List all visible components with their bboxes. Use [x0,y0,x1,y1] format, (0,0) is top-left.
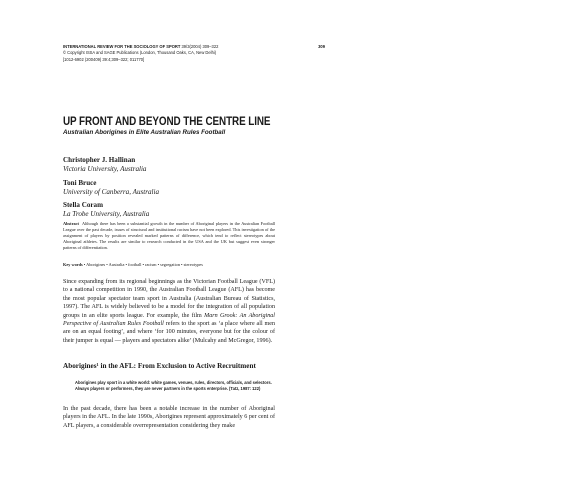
journal-volume: 39/3(2004) 309–322 [181,44,219,49]
author-block [63,201,149,218]
author-affiliation: La Trobe University, Australia [63,209,150,218]
author-affiliation: Victoria University, Australia [63,164,147,173]
abstract-text: Although there has been a substantial growth in the number of Aboriginal players in the Australian Football League over the past decade, issues of structural and institutional racism have not been explored. This investigation of the assignment of players by position revealed marked patterns of difference, which tend to reflect stereotypes about Aboriginal athletes. The results are similar to research conducted in the USA and the UK but suggest even stronger patterns of differentiation. [63,221,276,251]
intro-paragraph [63,278,275,345]
body-paragraph: In the past decade, there has been a notable increase in the number of Aboriginal players in the AFL. In the late 1990s, Aborigines represent approximately 6 per cent of AFL players, a considerable overrepresentation considering they make [63,406,275,429]
article-title: UP FRONT AND BEYOND THE CENTRE LINE [63,116,271,128]
copyright-line: © Copyright ISSA and SAGE Publications (London, Thousand Oaks, CA, New Delhi) [63,50,217,56]
author-block [63,179,159,196]
journal-name: INTERNATIONAL REVIEW FOR THE SOCIOLOGY OF SPORT [63,44,181,49]
author-block [63,156,146,173]
author-name: Toni Bruce [63,179,97,187]
intro-text-2: refers to the sport as ‘a place where all men are on an equal footing’, and where ‘for 100 minutes, everyone but for the colour of their jumper is equal — players and spectators alike’ (Mulcahy and McGregor, 1996). [63,321,276,344]
section-heading: Aborigines¹ in the AFL: From Exclusion to Active Recruitment [63,362,256,370]
film-title: Marn Grook: An Aboriginal Perspective of Australian Rules Football [63,312,275,328]
keywords-text: • Aborigines • Australia • football • racism • segregation • stereotypes [83,262,203,267]
article-subtitle: Australian Aborigines in Elite Australian Rules Football [63,129,226,136]
page-number: 309 [318,44,325,49]
identifier-line: [1012-6902 (200409) 39:4;309–322; 011770] [63,56,145,62]
keywords [63,262,275,268]
keywords-label: Key words [63,262,83,267]
intro-text-1: Since expanding from its regional beginnings as the Victorian Football League (VFL) to a national competition in 1990, the Australian Football League (AFL) has become the most popular spectator team sport in Australia (Australian Bureau of Statistics, 1997). The AFL is widely believed to be a model for the integration of all population groups in an elite sports league. For example, the film [63,279,275,319]
author-name: Stella Coram [63,201,103,209]
author-name: Christopher J. Hallinan [63,156,136,164]
author-affiliation: University of Canberra, Australia [63,187,160,196]
journal-header [63,44,325,63]
epigraph-quote: Aborigines play sport in a white world: white games, venues, rules, directors, officials, and selectors. Always players or performers, they are never partners in the sports enterprise. (Tatz, 1987: 122) [75,380,272,391]
abstract-label: Abstract [63,221,79,226]
abstract [63,221,275,251]
